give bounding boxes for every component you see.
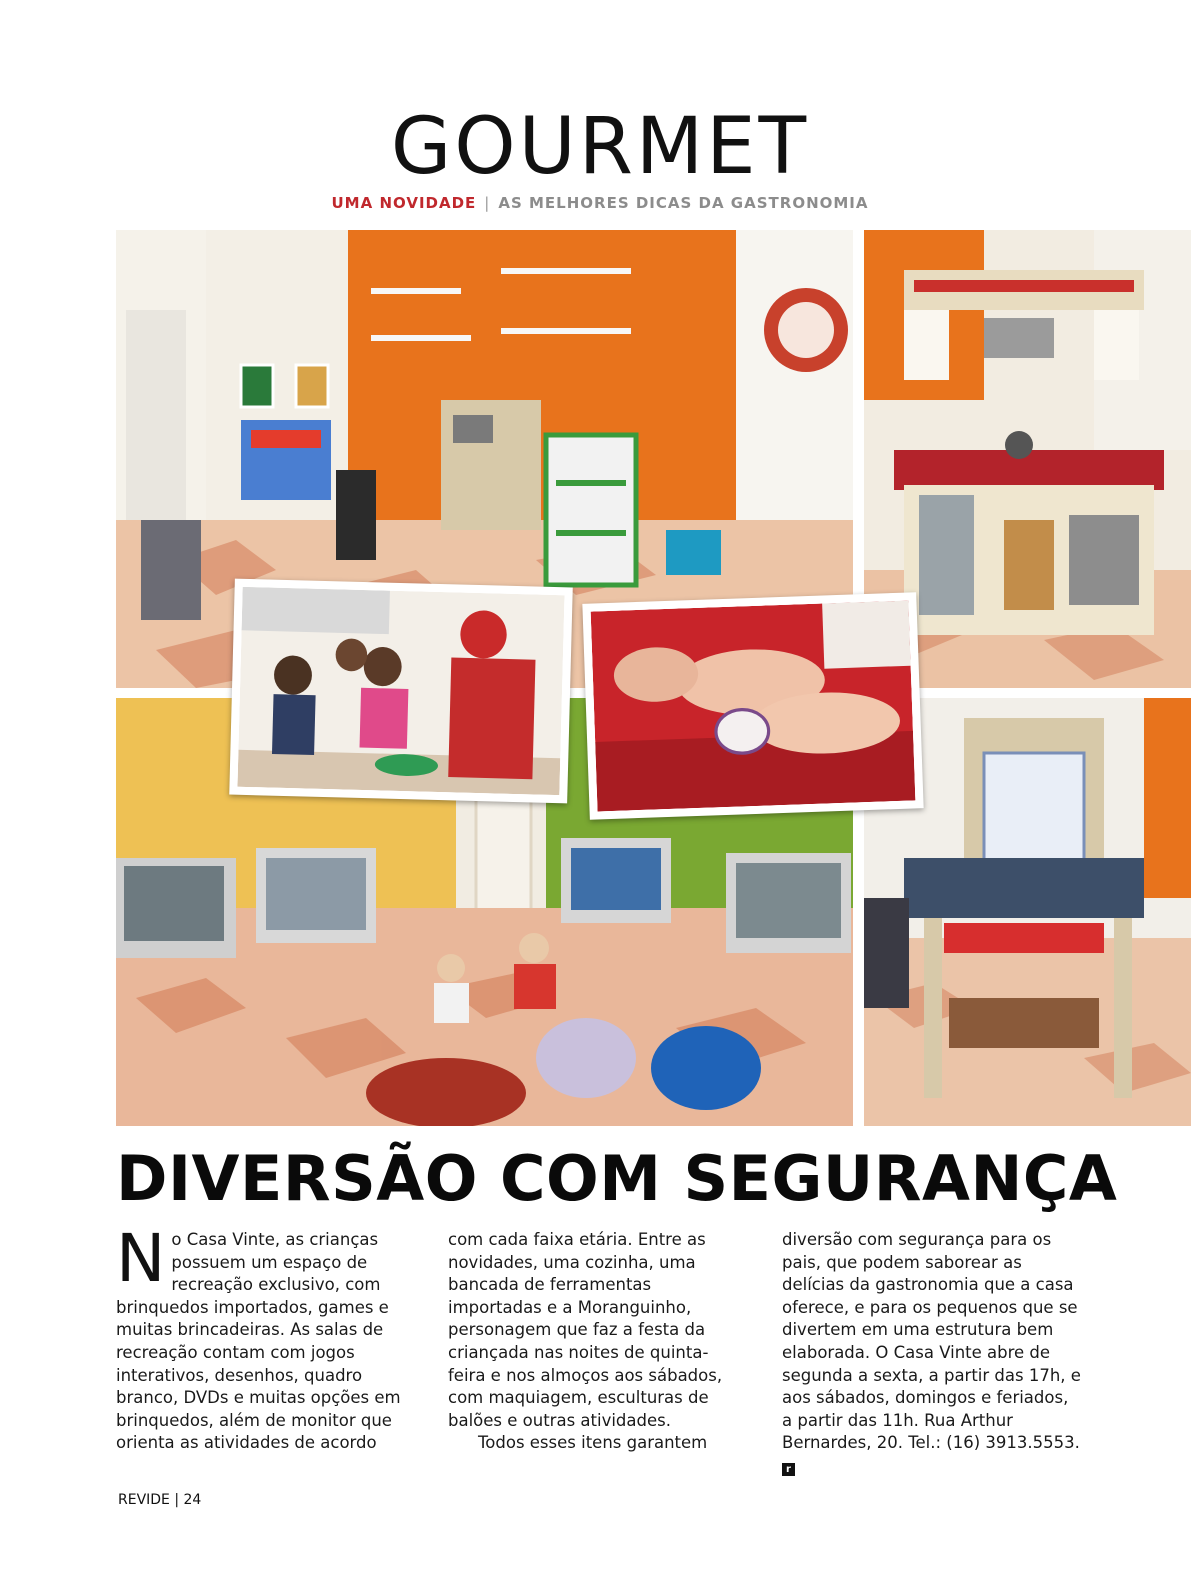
- section-title: GOURMET: [390, 102, 810, 192]
- kicker-line: [0, 194, 1200, 212]
- article-column-2: [448, 1229, 743, 1455]
- inset-photo-character: [229, 579, 573, 804]
- kicker-subtitle: AS MELHORES DICAS DA GASTRONOMIA: [498, 194, 869, 212]
- column-2-paragraph-1: com cada faixa etária. Entre as novidades, uma cozinha, uma bancada de ferramentas importadas e a Moranguinho, personagem que faz a festa da criançada nas noites de quinta-feira e nos almoços aos sábados, com maquiagem, esculturas de balões e outras atividades.: [448, 1230, 723, 1430]
- drop-cap: N: [116, 1220, 166, 1297]
- inset-photo-face-paint: [582, 592, 923, 820]
- page-folio: REVIDE | 24: [118, 1492, 202, 1508]
- column-1-text: o Casa Vinte, as crianças possuem um espaço de recreação exclusivo, com brinquedos importados, games e muitas brincadeiras. As salas de recreação contam com jogos interativos, desenhos, quadro branco, DVDs e muitas opções em brinquedos, além de monitor que orienta as atividades de acordo: [116, 1230, 401, 1453]
- kicker-separator: |: [484, 194, 491, 212]
- article-column-3: [782, 1229, 1082, 1478]
- article-headline: DIVERSÃO COM SEGURANÇA: [116, 1142, 1118, 1215]
- kicker-highlight: UMA NOVIDADE: [331, 194, 477, 212]
- column-3-text: diversão com segurança para os pais, que podem saborear as delícias da gastronomia que a casa oferece, e para os pequenos que se divertem em uma estrutura bem elaborada. O Casa Vinte abre de segunda a sexta, a partir das 17h, e aos sábados, domingos e feriados, a partir das 11h. Rua Arthur Bernardes, 20. Tel.: (16) 3913.5553.: [782, 1230, 1081, 1453]
- end-mark-icon: r: [782, 1463, 795, 1476]
- article-column-1: [116, 1220, 406, 1455]
- column-2-paragraph-2: Todos esses itens garantem: [478, 1433, 708, 1453]
- page-header: [0, 102, 1200, 212]
